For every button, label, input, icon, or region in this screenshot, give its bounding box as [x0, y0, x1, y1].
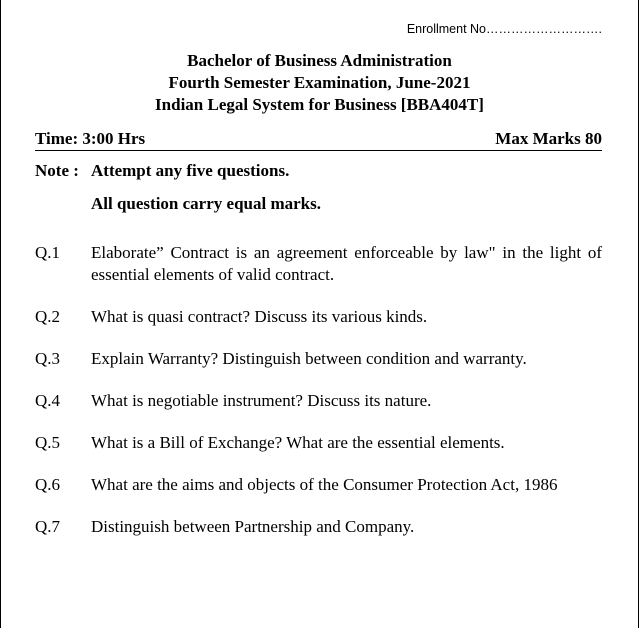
- question-text: Distinguish between Partnership and Company.: [91, 517, 415, 536]
- note-label: Note :: [35, 161, 79, 180]
- program-title: Bachelor of Business Administration: [187, 51, 452, 70]
- instructions-note: [35, 160, 602, 215]
- question-item: [35, 516, 602, 538]
- question-number: Q.5: [35, 433, 61, 452]
- question-number: Q.7: [35, 517, 61, 536]
- question-number: Q.2: [35, 307, 61, 326]
- question-item: [35, 348, 602, 370]
- question-item: [35, 306, 602, 328]
- question-text: What is quasi contract? Discuss its various kinds.: [91, 307, 428, 326]
- note-instruction-2: All question carry equal marks.: [91, 194, 321, 213]
- note-instruction-1: Attempt any five questions.: [91, 161, 290, 180]
- time-allowed: Time: 3:00 Hrs: [35, 129, 146, 148]
- exam-title: Fourth Semester Examination, June-2021: [168, 73, 471, 92]
- question-item: [35, 474, 602, 496]
- question-text: What is a Bill of Exchange? What are the essential elements.: [91, 433, 505, 452]
- question-text: What is negotiable instrument? Discuss its nature.: [91, 391, 432, 410]
- question-number: Q.1: [35, 243, 61, 262]
- question-text: What are the aims and objects of the Consumer Protection Act, 1986: [91, 475, 558, 494]
- question-list: [35, 242, 602, 538]
- question-text: Explain Warranty? Distinguish between condition and warranty.: [91, 349, 527, 368]
- max-marks: Max Marks 80: [495, 129, 602, 148]
- question-item: [35, 390, 602, 412]
- question-number: Q.4: [35, 391, 61, 410]
- exam-meta-row: [35, 128, 602, 151]
- question-text: Elaborate” Contract is an agreement enforceable by law" in the light of essential elements of valid contract.: [91, 243, 602, 284]
- course-title: Indian Legal System for Business [BBA404T]: [155, 95, 484, 114]
- question-item: [35, 242, 602, 286]
- enrollment-number-label: Enrollment No……………………….: [406, 22, 602, 36]
- question-number: Q.6: [35, 475, 61, 494]
- question-number: Q.3: [35, 349, 61, 368]
- question-item: [35, 432, 602, 454]
- paper-heading: [1, 50, 638, 116]
